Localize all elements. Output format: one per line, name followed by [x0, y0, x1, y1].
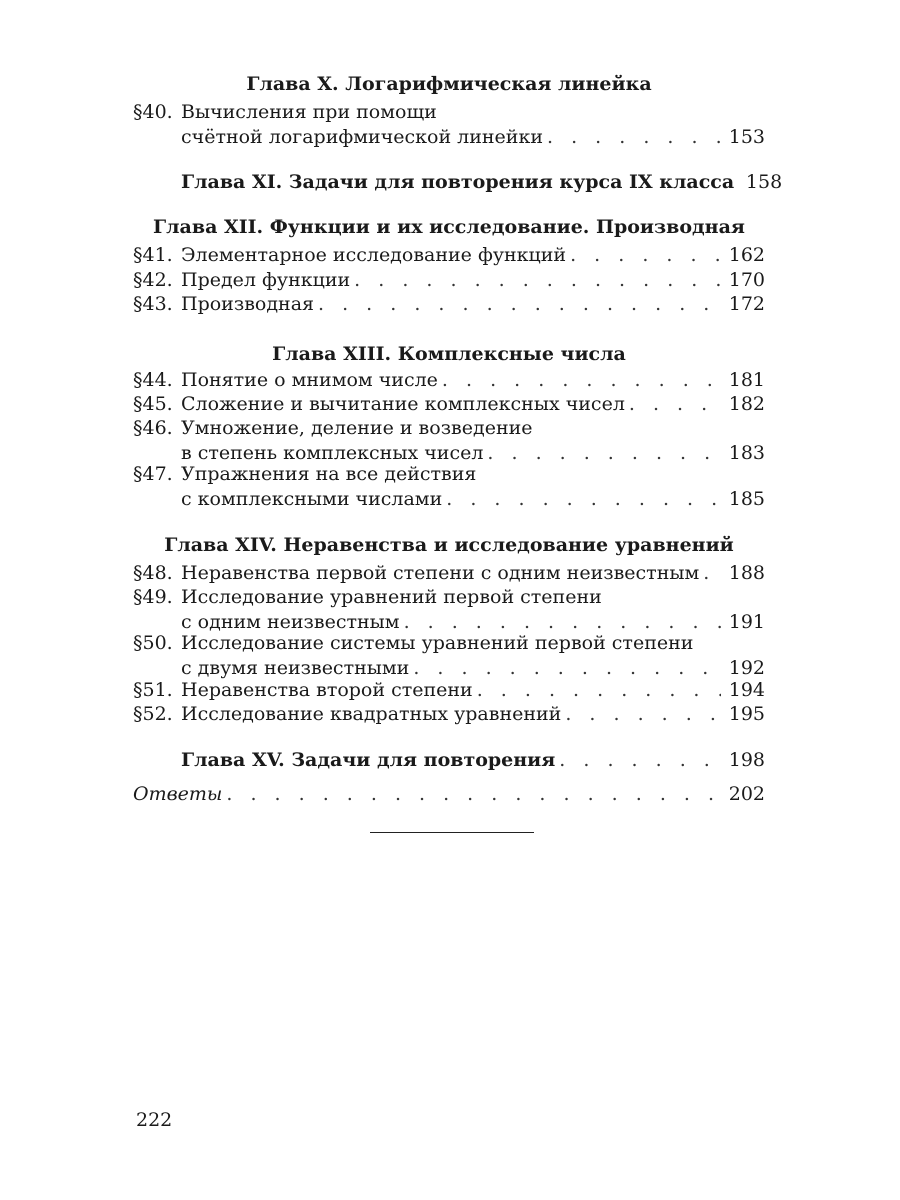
toc-entry-51 — [133, 678, 765, 703]
chapter-title: Глава XI. Задачи для повторения курса IX класса — [181, 171, 735, 193]
leader-dots — [625, 392, 721, 417]
section-number: §46. — [133, 417, 173, 439]
page-number: 195 — [728, 703, 765, 725]
section-title-line2: счётной логарифмической линейки — [181, 126, 544, 148]
section-title: Неравенства первой степени с одним неизвестным — [181, 562, 700, 584]
page-number: 202 — [728, 783, 765, 805]
toc-entry-48 — [133, 561, 765, 586]
toc-entry-52 — [133, 702, 765, 727]
page-number: 153 — [728, 126, 765, 148]
section-number: §48. — [133, 562, 173, 584]
section-number: §44. — [133, 369, 173, 391]
section-title-line1: Исследование уравнений первой степени — [181, 586, 602, 608]
folio-page-number: 222 — [136, 1109, 173, 1131]
page-number: 172 — [728, 293, 765, 315]
page-number: 198 — [728, 749, 765, 771]
page-number: 158 — [745, 171, 783, 193]
chapter-heading: Глава XIII. Комплексные числа — [272, 343, 626, 365]
page-number: 185 — [728, 488, 765, 510]
toc-entry-42 — [133, 268, 765, 293]
leader-dots — [438, 368, 721, 393]
section-number: §40. — [133, 101, 173, 123]
section-number: §51. — [133, 679, 173, 701]
chapter-heading: Глава XII. Функции и их исследование. Производная — [153, 216, 745, 238]
section-number: §45. — [133, 393, 173, 415]
toc-entry-chapter-11 — [133, 170, 783, 195]
toc-entry-47 — [133, 462, 765, 512]
section-title: Предел функции — [181, 269, 351, 291]
section-number: §50. — [133, 632, 173, 654]
section-title-line1: Умножение, деление и возведение — [181, 417, 533, 439]
section-title: Элементарное исследование функций — [181, 244, 567, 266]
leader-dots — [473, 678, 721, 703]
leader-dots — [561, 702, 721, 727]
chapter-heading: Глава XIV. Неравенства и исследование уравнений — [164, 534, 734, 556]
page-number: 162 — [728, 244, 765, 266]
leader-dots — [442, 487, 721, 512]
leader-dots — [555, 748, 721, 773]
leader-dots — [543, 125, 721, 150]
section-number: §43. — [133, 293, 173, 315]
section-title-line2: с двумя неизвестными — [181, 657, 410, 679]
toc-entry-49 — [133, 585, 765, 635]
leader-dots — [314, 292, 721, 317]
leader-dots — [222, 782, 721, 807]
toc-entry-44 — [133, 368, 765, 393]
section-title: Производная — [181, 293, 315, 315]
toc-entry-43 — [133, 292, 765, 317]
section-title-line2: с комплексными числами — [181, 488, 443, 510]
chapter-heading: Глава X. Логарифмическая линейка — [246, 73, 652, 95]
page-number: 182 — [728, 393, 765, 415]
page-number: 183 — [728, 442, 765, 464]
page-number: 194 — [728, 679, 765, 701]
chapter-title: Глава XV. Задачи для повторения — [181, 749, 556, 771]
page-number: 170 — [728, 269, 765, 291]
toc-entry-46 — [133, 416, 765, 466]
page-number: 192 — [728, 657, 765, 679]
leader-dots — [350, 268, 721, 293]
section-title: Исследование квадратных уравнений — [181, 703, 562, 725]
toc-entry-answers — [133, 782, 765, 807]
toc-entry-45 — [133, 392, 765, 417]
section-number: §49. — [133, 586, 173, 608]
section-number: §47. — [133, 463, 173, 485]
section-title-line1: Исследование системы уравнений первой степени — [181, 632, 694, 654]
section-title-line2: с одним неизвестным — [181, 611, 400, 633]
page-number: 191 — [728, 611, 765, 633]
section-title: Сложение и вычитание комплексных чисел — [181, 393, 625, 415]
section-title: Неравенства второй степени — [181, 679, 473, 701]
toc-entry-chapter-15 — [133, 748, 765, 773]
section-title: Понятие о мнимом числе — [181, 369, 438, 391]
section-title-line2: в степень комплексных чисел — [181, 442, 484, 464]
section-number: §42. — [133, 269, 173, 291]
leader-dots — [699, 561, 721, 586]
answers-title: Ответы — [133, 783, 223, 805]
end-rule — [370, 832, 534, 833]
section-title-line1: Вычисления при помощи — [181, 101, 437, 123]
toc-entry-40 — [133, 100, 765, 150]
toc-entry-41 — [133, 243, 765, 268]
toc-entry-50 — [133, 631, 765, 681]
leader-dots — [566, 243, 721, 268]
section-number: §41. — [133, 244, 173, 266]
section-title-line1: Упражнения на все действия — [181, 463, 477, 485]
page-number: 188 — [728, 562, 765, 584]
section-number: §52. — [133, 703, 173, 725]
page-number: 181 — [728, 369, 765, 391]
